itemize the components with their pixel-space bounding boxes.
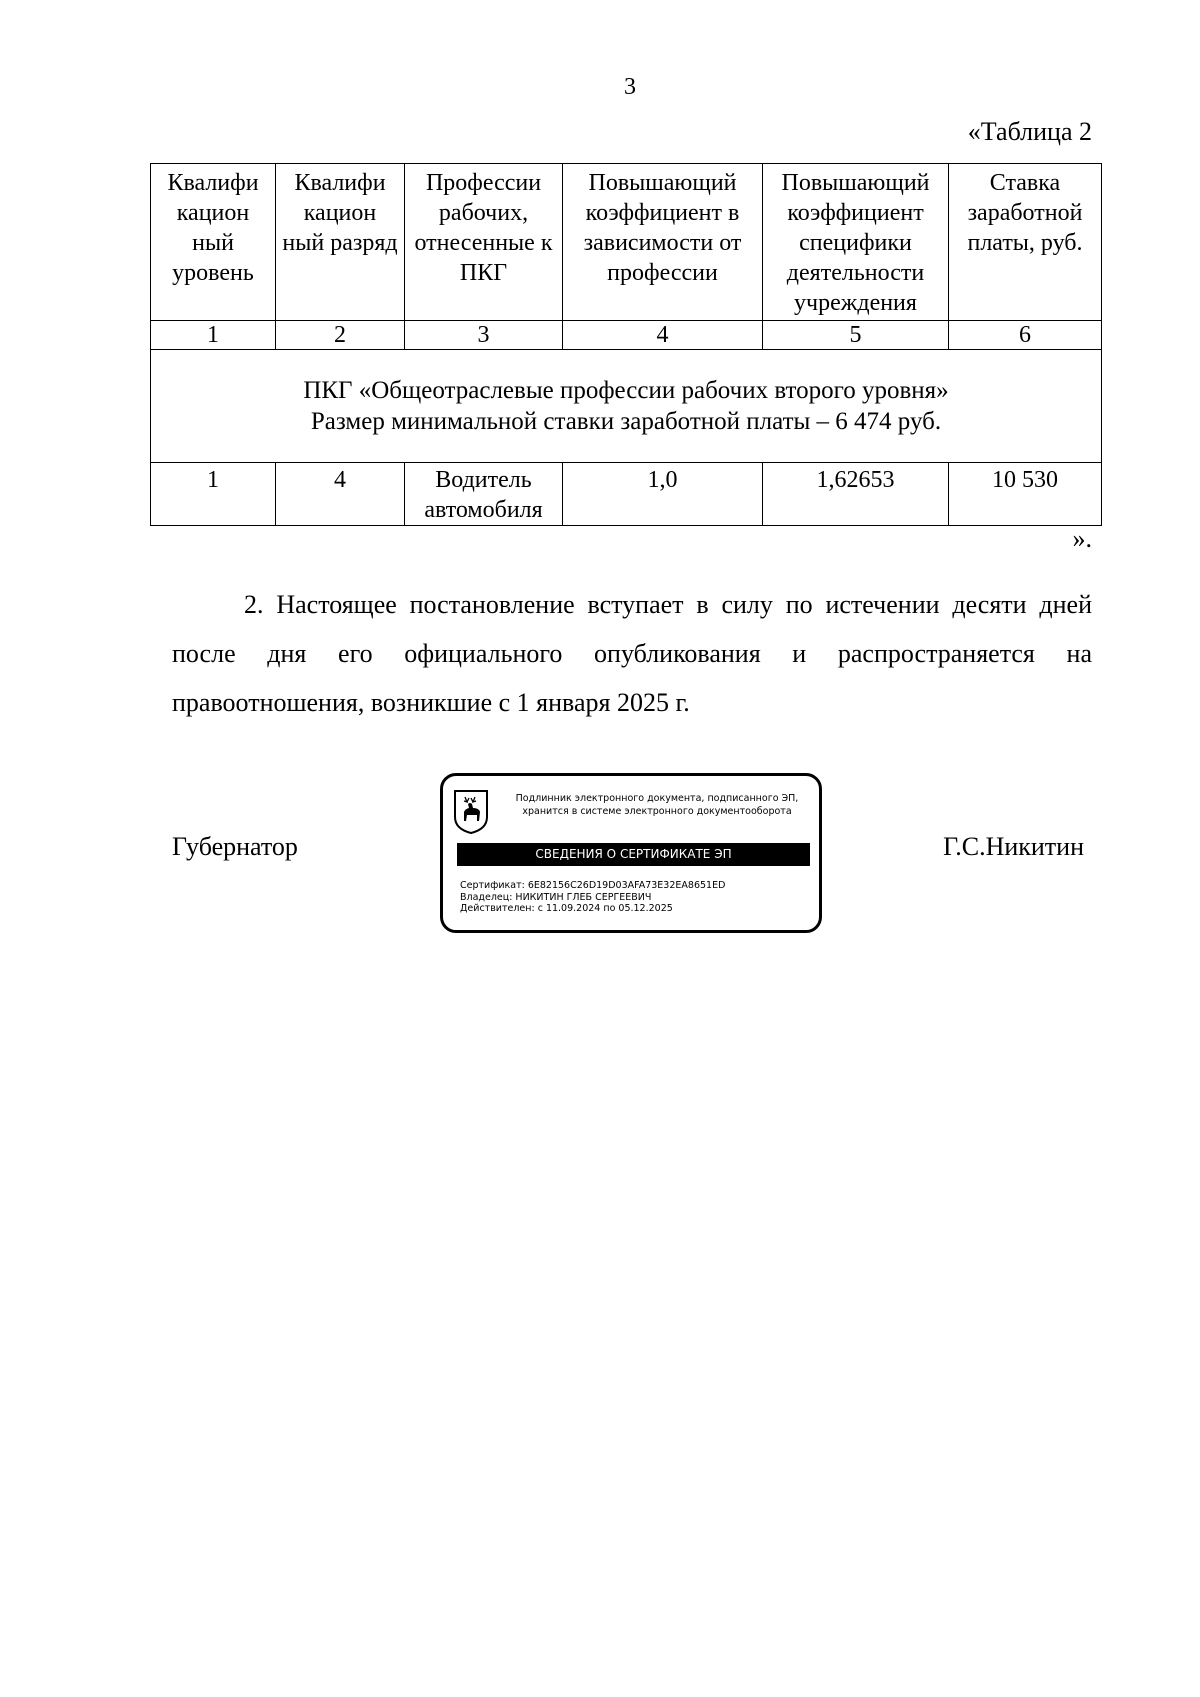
stamp-note	[493, 792, 821, 818]
signatory-title: Губернатор	[172, 832, 298, 861]
certificate-number: Сертификат: 6E82156C26D19D03AFA73E32EA8651ED	[460, 880, 726, 891]
column-number: 5	[763, 321, 949, 350]
column-number: 2	[276, 321, 405, 350]
header-cell: Ставка заработной платы, руб.	[949, 164, 1102, 321]
body-paragraph: 2. Настоящее постановление вступает в силу по истечении десяти дней после дня его официального опубликования и распространяется на правоотношения, возникшие с 1 января 2025 г.	[172, 590, 1092, 717]
column-number: 4	[563, 321, 763, 350]
table-caption: «Таблица 2	[967, 117, 1092, 146]
deer-coat-of-arms-icon	[453, 789, 489, 835]
group-min-rate: Размер минимальной ставки заработной платы – 6 474 руб.	[310, 408, 942, 435]
group-row	[151, 350, 1102, 463]
column-number: 3	[405, 321, 563, 350]
salary-table	[150, 163, 1102, 526]
group-title: ПКГ «Общеотраслевые профессии рабочих второго уровня»	[303, 377, 949, 404]
stamp-certificate-header: СВЕДЕНИЯ О СЕРТИФИКАТЕ ЭП	[457, 843, 810, 866]
table-closing-quote: ».	[1072, 524, 1092, 553]
group-cell	[151, 350, 1102, 463]
column-number: 1	[151, 321, 276, 350]
header-cell: Повышающий коэффициент специфики деятельности учреждения	[763, 164, 949, 321]
header-cell: Квалифи кацион ный уровень	[151, 164, 276, 321]
electronic-signature-stamp	[440, 773, 822, 933]
signatory-name: Г.С.Никитин	[943, 832, 1084, 861]
stamp-details	[460, 880, 725, 915]
table-row	[151, 463, 1102, 526]
column-number-row	[151, 321, 1102, 350]
table-header-row	[151, 164, 1102, 321]
table-cell: 1	[151, 463, 276, 526]
certificate-validity: Действителен: с 11.09.2024 по 05.12.2025	[460, 903, 673, 914]
certificate-owner: Владелец: НИКИТИН ГЛЕБ СЕРГЕЕВИЧ	[460, 891, 652, 903]
header-cell: Повышающий коэффициент в зависимости от профессии	[563, 164, 763, 321]
stamp-note-line: Подлинник электронного документа, подписанного ЭП,	[515, 793, 799, 804]
table-cell: 4	[276, 463, 405, 526]
column-number: 6	[949, 321, 1102, 350]
table-cell: 1,0	[563, 463, 763, 526]
table-cell: Водитель автомобиля	[405, 463, 563, 526]
table-cell: 1,62653	[763, 463, 949, 526]
header-cell: Квалифи кацион ный разряд	[276, 164, 405, 321]
table-cell: 10 530	[949, 463, 1102, 526]
stamp-note-line: хранится в системе электронного документооборота	[522, 806, 792, 817]
page-number: 3	[624, 74, 636, 100]
header-cell: Профессии рабочих, отнесенные к ПКГ	[405, 164, 563, 321]
